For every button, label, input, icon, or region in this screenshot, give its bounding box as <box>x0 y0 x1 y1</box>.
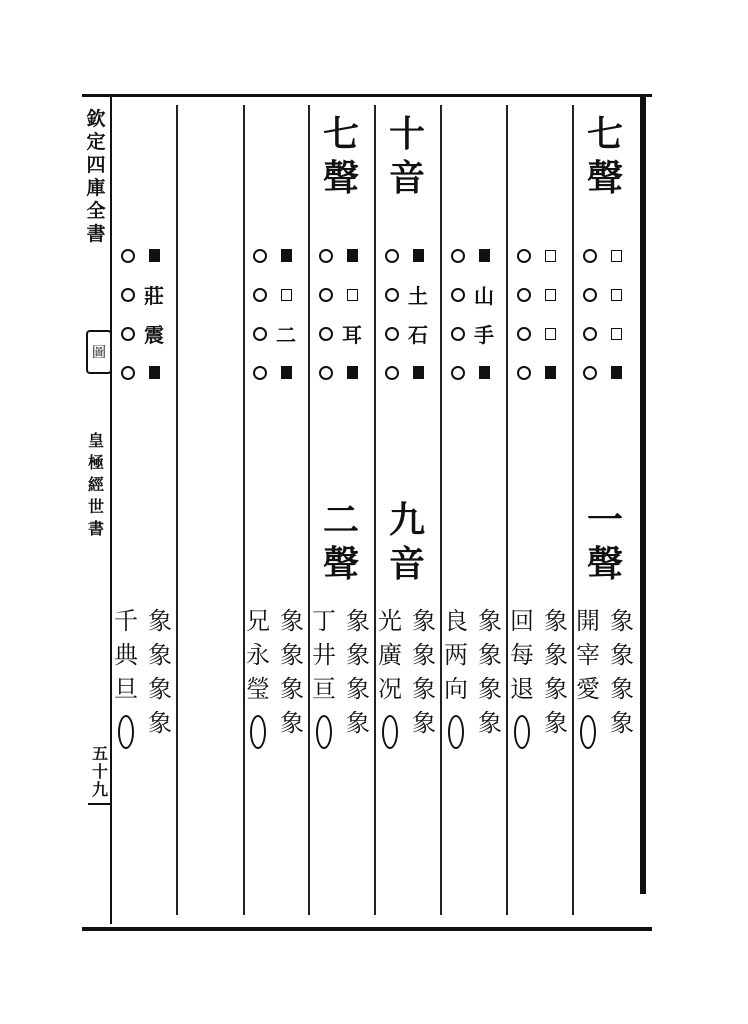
right-border-rule <box>640 94 646 894</box>
word-column <box>441 604 471 749</box>
slot-group <box>319 236 389 392</box>
slot-character: 手 <box>474 323 494 347</box>
word-character: 象 <box>412 675 436 703</box>
glyph-char: 十 <box>91 762 108 781</box>
word-character: 象 <box>346 675 370 703</box>
glyph-char: 欽 <box>86 108 106 130</box>
slot-row <box>583 353 653 392</box>
word-column <box>507 604 537 749</box>
empty-square-icon <box>606 324 626 344</box>
word-character: 愛 <box>576 675 600 703</box>
glyph-char: 庫 <box>86 177 106 199</box>
word-character: 井 <box>312 641 336 669</box>
circle-mark-icon <box>382 715 398 749</box>
filled-square-icon <box>606 363 626 383</box>
column-heading <box>382 112 432 200</box>
word-character: 象 <box>478 607 502 635</box>
word-character: 象 <box>610 675 634 703</box>
filled-square-icon <box>474 246 494 266</box>
glyph-char: 一 <box>586 499 623 541</box>
circle-mark-icon <box>121 249 135 263</box>
slot-character: 莊 <box>144 284 164 308</box>
glyph-char: 五 <box>91 744 108 763</box>
word-character: 象 <box>280 607 304 635</box>
word-character: 象 <box>610 607 634 635</box>
glyph-char: 書 <box>86 223 106 245</box>
column-subheading <box>580 498 630 586</box>
glyph-char: 定 <box>86 131 106 153</box>
slot-row <box>319 353 389 392</box>
word-column <box>375 604 405 749</box>
word-column <box>409 604 439 749</box>
slot-row <box>451 275 521 314</box>
word-block <box>441 604 505 749</box>
empty-square-icon <box>342 285 362 305</box>
word-character: 象 <box>280 675 304 703</box>
glyph-char: 七 <box>322 113 359 155</box>
word-character: 象 <box>412 709 436 737</box>
circle-mark-icon <box>250 715 266 749</box>
word-character: 象 <box>610 709 634 737</box>
word-character: 永 <box>246 641 270 669</box>
glyph-char: 聲 <box>586 157 623 199</box>
slot-row <box>253 275 323 314</box>
slot-row <box>385 275 455 314</box>
word-character: 象 <box>544 709 568 737</box>
slot-row <box>517 275 587 314</box>
word-character: 良 <box>444 607 468 635</box>
column-heading <box>316 112 366 200</box>
slot-row <box>121 353 191 392</box>
column-divider <box>243 105 245 915</box>
glyph-char: 音 <box>388 543 425 585</box>
slot-row <box>319 275 389 314</box>
column-divider <box>572 105 574 915</box>
glyph-char: 四 <box>86 154 106 176</box>
column-subheading <box>316 498 366 586</box>
word-character: 光 <box>378 607 402 635</box>
slot-character: 石 <box>408 323 428 347</box>
word-character: 象 <box>148 709 172 737</box>
glyph-char: 七 <box>586 113 623 155</box>
word-character: 象 <box>544 641 568 669</box>
circle-mark-icon <box>448 715 464 749</box>
slot-row <box>451 236 521 275</box>
column-divider <box>374 105 376 915</box>
filled-square-icon <box>342 246 362 266</box>
filled-square-icon <box>408 246 428 266</box>
word-character: 廣 <box>378 641 402 669</box>
circle-mark-icon <box>118 715 134 749</box>
column-subheading <box>382 498 432 586</box>
word-column <box>111 604 141 749</box>
column-heading <box>580 112 630 200</box>
glyph-char: 全 <box>86 200 106 222</box>
word-character: 旦 <box>114 675 138 703</box>
word-character: 象 <box>280 641 304 669</box>
slot-character: 二 <box>276 323 296 347</box>
word-character: 宰 <box>576 641 600 669</box>
slot-group <box>253 236 323 392</box>
word-character: 兄 <box>246 607 270 635</box>
word-character: 象 <box>346 709 370 737</box>
word-character: 象 <box>412 641 436 669</box>
word-column <box>145 604 175 749</box>
empty-square-icon <box>276 285 296 305</box>
word-character: 象 <box>148 641 172 669</box>
word-block <box>309 604 373 749</box>
slot-row <box>253 236 323 275</box>
word-character: 典 <box>114 641 138 669</box>
glyph-char: 聲 <box>322 157 359 199</box>
circle-mark-icon <box>253 249 267 263</box>
slot-row <box>121 236 191 275</box>
slot-row <box>385 236 455 275</box>
word-column <box>343 604 373 749</box>
word-character: 千 <box>114 607 138 635</box>
slot-row <box>121 314 191 353</box>
word-character: 象 <box>478 709 502 737</box>
word-block <box>243 604 307 749</box>
word-character: 两 <box>444 641 468 669</box>
circle-mark-icon <box>253 366 267 380</box>
word-column <box>277 604 307 749</box>
slot-row <box>385 353 455 392</box>
column-divider <box>440 105 442 915</box>
empty-square-icon <box>540 324 560 344</box>
word-character: 象 <box>280 709 304 737</box>
word-character: 瑩 <box>246 675 270 703</box>
glyph-char: 經 <box>87 475 104 494</box>
word-column <box>309 604 339 749</box>
slot-group <box>121 236 191 392</box>
folio-number <box>88 745 112 805</box>
glyph-char: 音 <box>388 157 425 199</box>
filled-square-icon <box>474 363 494 383</box>
empty-square-icon <box>606 246 626 266</box>
slot-character: 土 <box>408 284 428 308</box>
glyph-char: 極 <box>87 453 104 472</box>
glyph-char: 皇 <box>87 431 104 450</box>
slot-row <box>583 275 653 314</box>
word-character: 每 <box>510 641 534 669</box>
word-character: 象 <box>478 641 502 669</box>
filled-square-icon <box>408 363 428 383</box>
empty-square-icon <box>540 285 560 305</box>
section-tab: 圖 <box>86 330 112 374</box>
word-character: 象 <box>148 607 172 635</box>
slot-row <box>385 314 455 353</box>
slot-row <box>121 275 191 314</box>
word-column <box>607 604 637 749</box>
slot-character: 山 <box>474 284 494 308</box>
word-character: 象 <box>412 607 436 635</box>
circle-mark-icon <box>121 327 135 341</box>
word-column <box>475 604 505 749</box>
circle-mark-icon <box>253 327 267 341</box>
word-character: 向 <box>444 675 468 703</box>
slot-row <box>451 314 521 353</box>
slot-row <box>517 314 587 353</box>
slot-group <box>517 236 587 392</box>
slot-row <box>451 353 521 392</box>
slot-group <box>451 236 521 392</box>
slot-row <box>319 236 389 275</box>
column-divider <box>308 105 310 915</box>
slot-row <box>253 353 323 392</box>
circle-mark-icon <box>316 715 332 749</box>
word-character: 象 <box>346 641 370 669</box>
word-column <box>243 604 273 749</box>
glyph-char: 十 <box>388 113 425 155</box>
slot-row <box>517 353 587 392</box>
glyph-char: 世 <box>87 497 104 516</box>
slot-character: 耳 <box>342 323 362 347</box>
glyph-char: 九 <box>91 780 108 799</box>
filled-square-icon <box>144 363 164 383</box>
page-frame <box>82 94 652 931</box>
word-character: 象 <box>544 675 568 703</box>
glyph-char: 書 <box>87 519 104 538</box>
word-character: 亘 <box>312 675 336 703</box>
filled-square-icon <box>144 246 164 266</box>
empty-square-icon <box>540 246 560 266</box>
word-block <box>573 604 637 749</box>
word-character: 回 <box>510 607 534 635</box>
circle-mark-icon <box>121 366 135 380</box>
glyph-char: 二 <box>322 499 359 541</box>
slot-row <box>583 236 653 275</box>
column-divider <box>176 105 178 915</box>
slot-group <box>583 236 653 392</box>
word-column <box>573 604 603 749</box>
book-title <box>84 430 108 540</box>
filled-square-icon <box>342 363 362 383</box>
glyph-char: 九 <box>388 499 425 541</box>
column-divider <box>506 105 508 915</box>
circle-mark-icon <box>580 715 596 749</box>
slot-row <box>319 314 389 353</box>
word-block <box>507 604 571 749</box>
word-block <box>111 604 175 749</box>
slot-group <box>385 236 455 392</box>
word-character: 象 <box>346 607 370 635</box>
filled-square-icon <box>276 363 296 383</box>
word-column <box>541 604 571 749</box>
circle-mark-icon <box>121 288 135 302</box>
word-character: 况 <box>378 675 402 703</box>
word-character: 象 <box>610 641 634 669</box>
glyph-char: 聲 <box>322 543 359 585</box>
slot-row <box>517 236 587 275</box>
word-character: 退 <box>510 675 534 703</box>
library-title <box>84 108 108 246</box>
word-character: 丁 <box>312 607 336 635</box>
word-character: 象 <box>544 607 568 635</box>
circle-mark-icon <box>253 288 267 302</box>
filled-square-icon <box>276 246 296 266</box>
filled-square-icon <box>540 363 560 383</box>
word-block <box>375 604 439 749</box>
empty-square-icon <box>606 285 626 305</box>
word-character: 開 <box>576 607 600 635</box>
word-character: 象 <box>148 675 172 703</box>
slot-row <box>583 314 653 353</box>
word-character: 象 <box>478 675 502 703</box>
glyph-char: 聲 <box>586 543 623 585</box>
slot-row <box>253 314 323 353</box>
circle-mark-icon <box>514 715 530 749</box>
slot-character: 震 <box>144 323 164 347</box>
